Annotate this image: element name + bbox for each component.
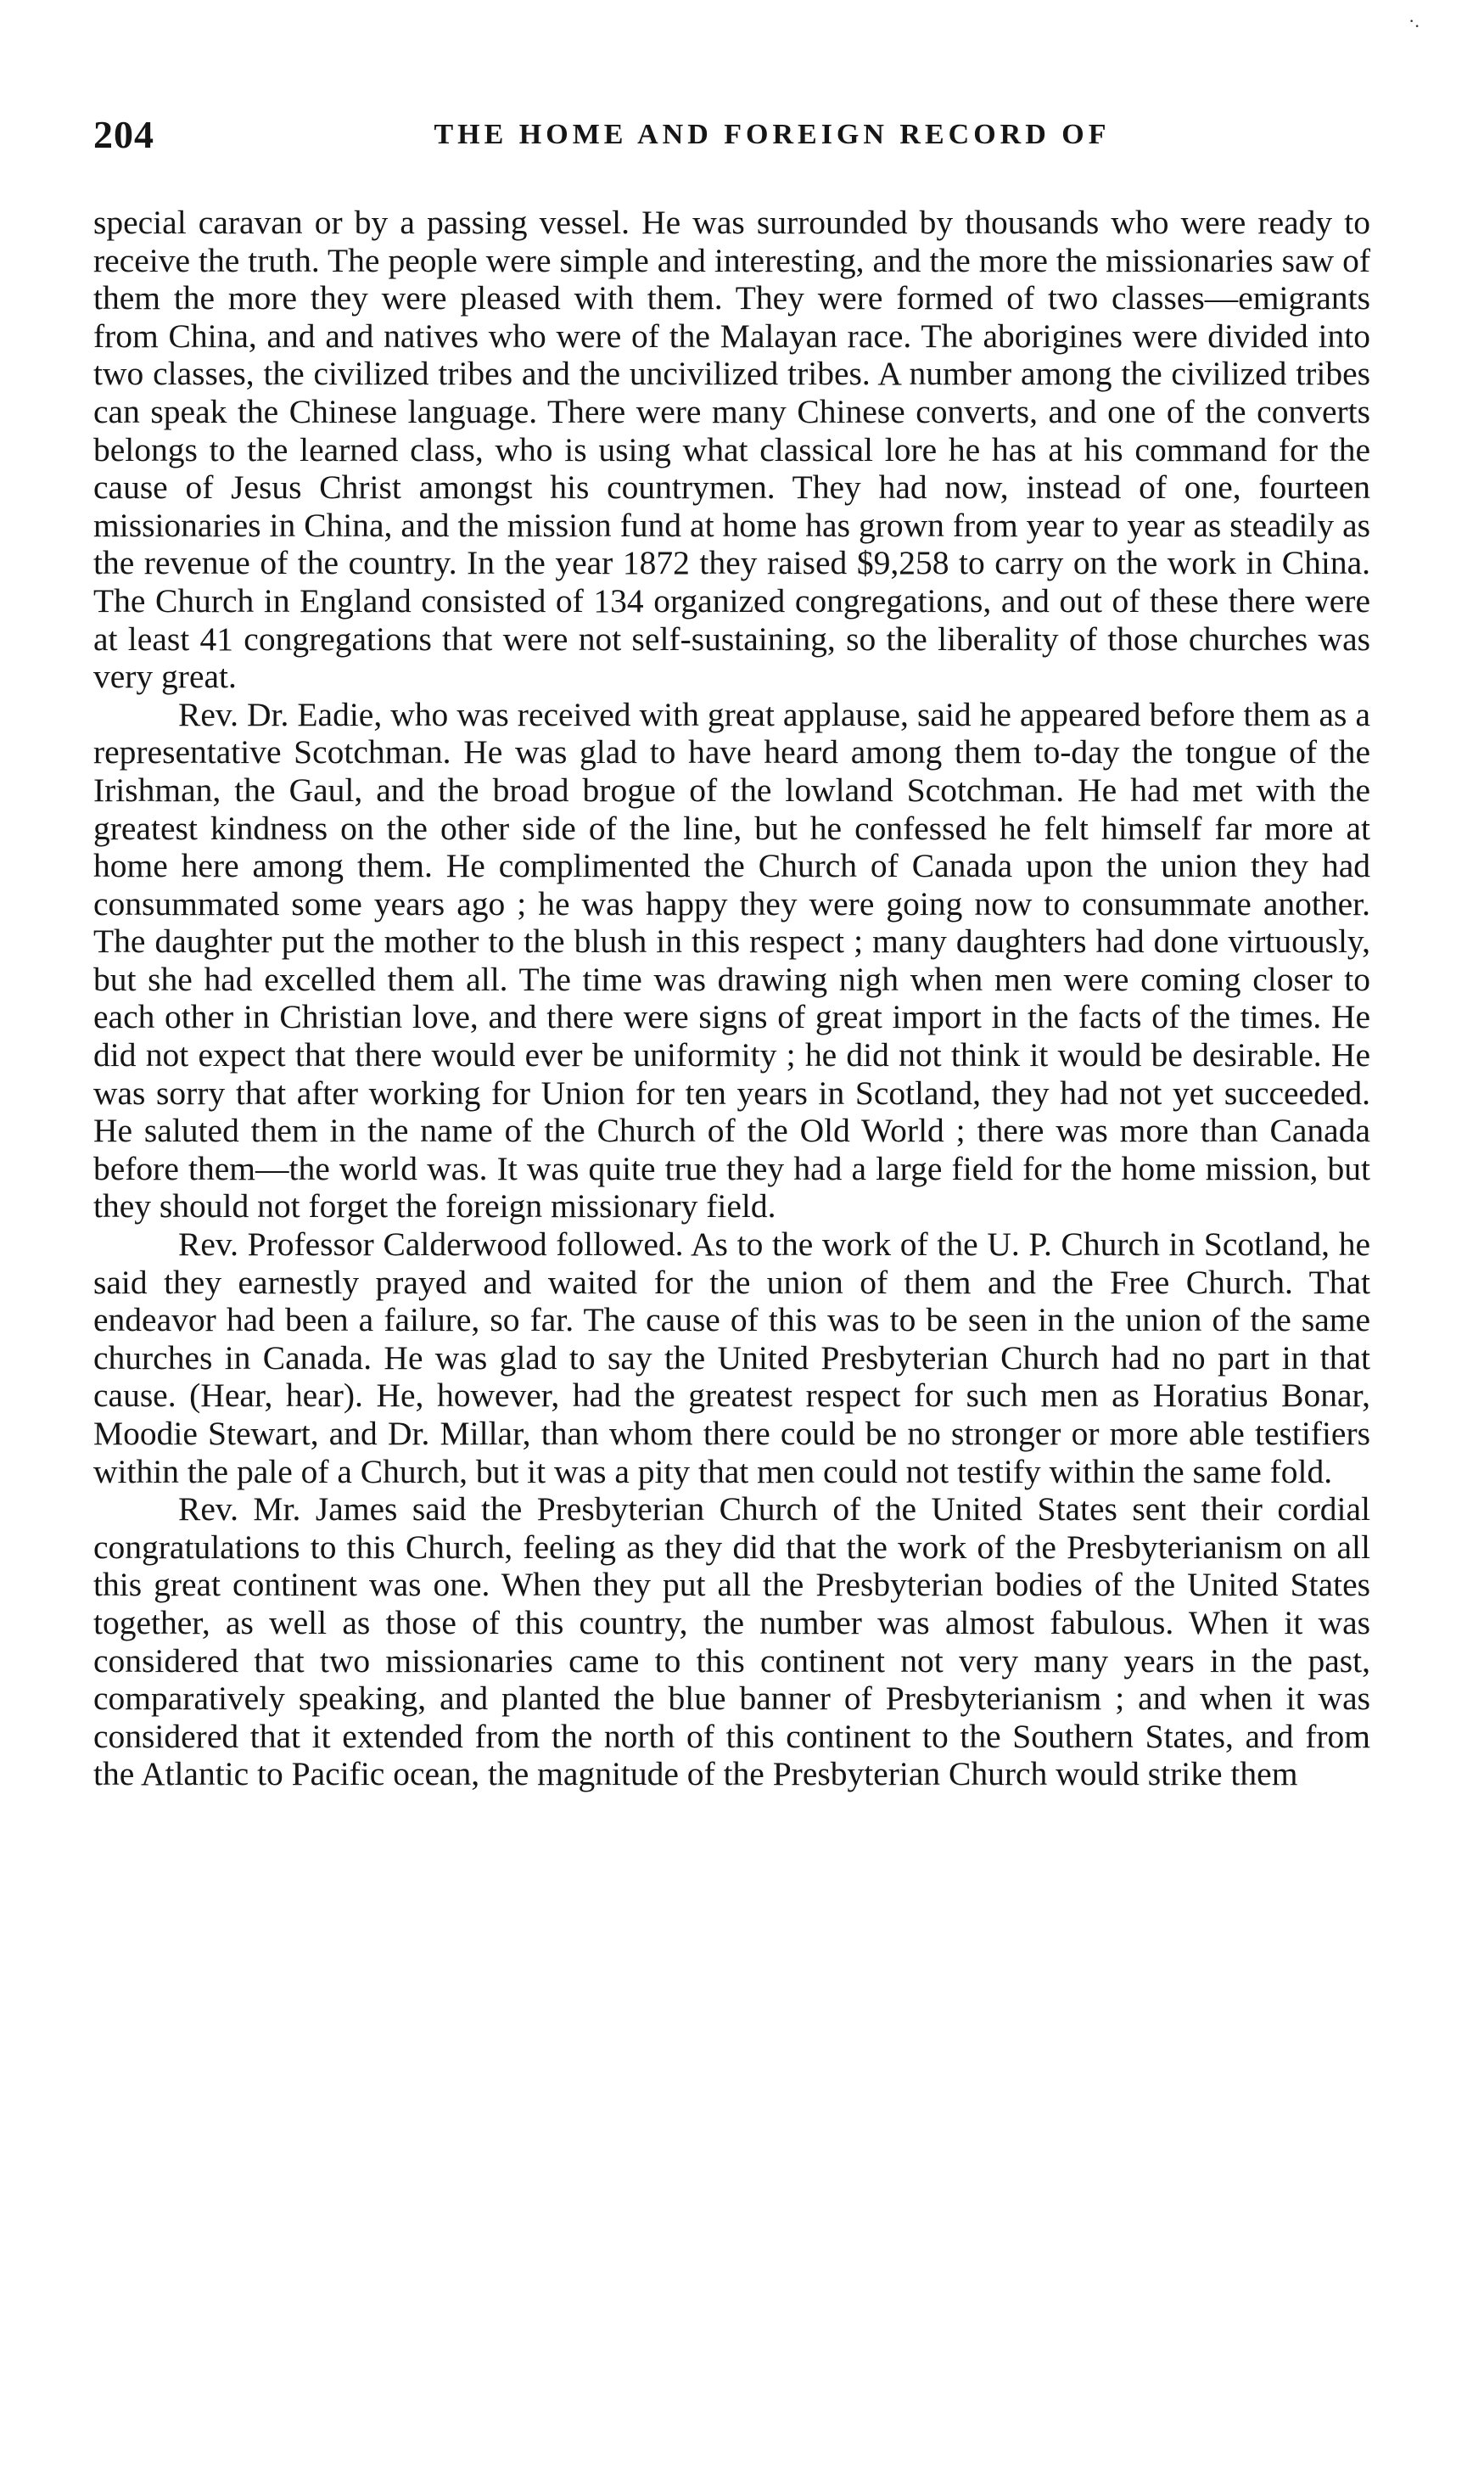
page-header — [93, 112, 1375, 163]
paragraph-3: Rev. Professor Calderwood followed. As to the work of the U. P. Church in Scotland, he said they earnestly prayed and waited for the union of them and the Free Church. That endeavor had been a failure, so far. The cause of this was to be seen in the union of the same churches in Canada. He was glad to say the United Presbyterian Church had no part in that cause. (Hear, hear). He, however, had the greatest respect for such men as Horatius Bonar, Moodie Stewart, and Dr. Millar, than whom there could be no stronger or more able testifiers within the pale of a Church, but it was a pity that men could not testify within the same fold. — [93, 1225, 1370, 1490]
article-body — [93, 204, 1370, 1793]
running-title: THE HOME AND FOREIGN RECORD OF — [434, 119, 1111, 150]
scan-speck-mark: ·. — [1408, 10, 1420, 31]
paragraph-1: special caravan or by a passing vessel. He was surrounded by thousands who were ready to receive the truth. The people were simple and interesting, and the more the missionaries saw of them the more they were pleased with them. They were formed of two classes—emigrants from China, and and natives who were of the Malayan race. The aborigines were divided into two classes, the civilized tribes and the uncivilized tribes. A number among the civilized tribes can speak the Chinese language. There were many Chinese converts, and one of the converts belongs to the learned class, who is using what classical lore he has at his command for the cause of Jesus Christ amongst his countrymen. They had now, instead of one, fourteen missionaries in China, and the mission fund at home has grown from year to year as steadily as the revenue of the country. In the year 1872 they raised $9,258 to carry on the work in China. The Church in England consisted of 134 organized congregations, and out of these there were at least 41 congregations that were not self-sustaining, so the liberality of those churches was very great. — [93, 204, 1370, 696]
paragraph-2: Rev. Dr. Eadie, who was received with great applause, said he appeared before them as a representative Scotchman. He was glad to have heard among them to-day the tongue of the Irishman, the Gaul, and the broad brogue of the lowland Scotchman. He had met with the greatest kindness on the other side of the line, but he confessed he felt himself far more at home here among them. He complimented the Church of Canada upon the union they had consummated some years ago ; he was happy they were going now to consummate another. The daughter put the mother to the blush in this respect ; many daughters had done virtuously, but she had excelled them all. The time was drawing nigh when men were coming closer to each other in Christian love, and there were signs of great import in the facts of the times. He did not expect that there would ever be uniformity ; he did not think it would be desirable. He was sorry that after working for Union for ten years in Scotland, they had not yet succeeded. He saluted them in the name of the Church of the Old World ; there was more than Canada before them—the world was. It was quite true they had a large field for the home mission, but they should not forget the foreign missionary field. — [93, 695, 1370, 1225]
page-number: 204 — [93, 113, 154, 156]
paragraph-4: Rev. Mr. James said the Presbyterian Church of the United States sent their cordial congratulations to this Church, feeling as they did that the work of the Presbyterianism on all this great continent was one. When they put all the Presbyterian bodies of the United States together, as well as those of this country, the number was almost fabulous. When it was considered that two missionaries came to this continent not very many years in the past, comparatively speaking, and planted the blue banner of Presbyterianism ; and when it was considered that it extended from the north of this continent to the Southern States, and from the Atlantic to Pacific ocean, the magnitude of the Presbyterian Church would strike them — [93, 1490, 1370, 1793]
